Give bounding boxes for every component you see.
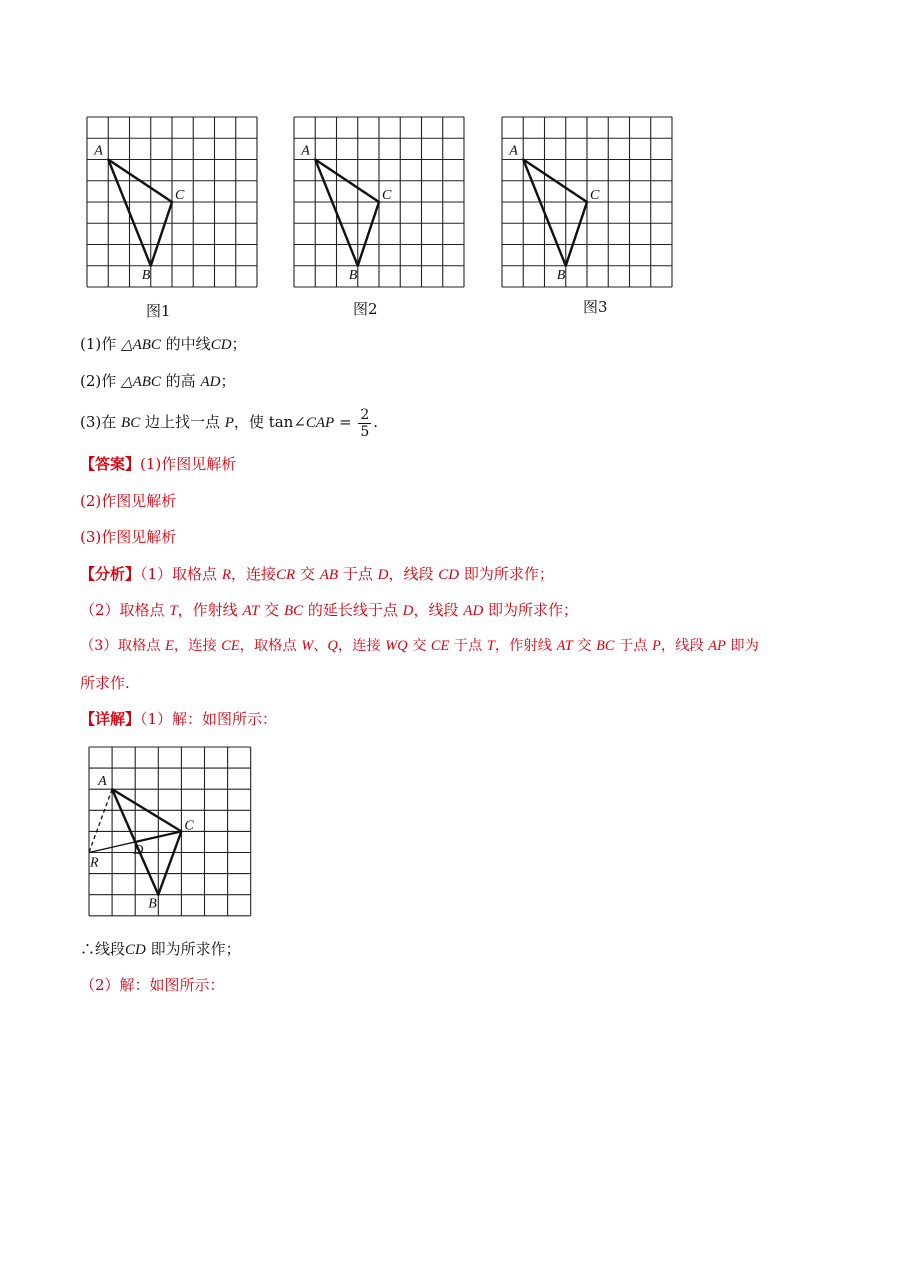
analysis-line-2: （2）取格点 T，作射线 AT 交 BC 的延长线于点 D，线段 AD 即为所求作；	[80, 601, 579, 619]
solution-figure	[88, 746, 252, 918]
answer-tag: 【答案】	[80, 455, 141, 473]
point-label-a: A	[94, 143, 103, 159]
figure-2-caption: 图2	[353, 300, 378, 318]
analysis-line-1: 【分析】（1）取格点 R，连接CR 交 AB 于点 D，线段 CD 即为所求作；	[80, 565, 554, 583]
analysis-line-4: 所求作.	[80, 674, 130, 692]
point-label-c: C	[382, 188, 392, 203]
point-label-r: R	[90, 855, 99, 871]
point-label-b: B	[348, 267, 358, 283]
detail-line-2: （2）解：如图所示：	[80, 976, 225, 994]
triangle-abc	[523, 160, 587, 266]
point-label-b: B	[556, 267, 566, 283]
triangle-abc	[315, 160, 379, 266]
point-label-a: A	[509, 143, 518, 159]
triangle-abc	[112, 789, 181, 895]
point-label-c: C	[590, 188, 600, 203]
point-label-d: D	[133, 842, 144, 858]
point-label-a: A	[98, 774, 107, 790]
point-label-c: C	[175, 188, 185, 203]
figure-3-caption: 图3	[583, 298, 608, 316]
dashed-line-ar	[89, 789, 112, 852]
detail-tag: 【详解】	[80, 710, 141, 728]
detail-line-1: 【详解】（1）解：如图所示：	[80, 710, 278, 728]
figure-1	[86, 116, 258, 288]
point-label-b: B	[148, 896, 157, 912]
answer-1: 【答案】(1)作图见解析	[80, 455, 237, 473]
figure-2	[293, 116, 465, 288]
analysis-line-3: （3）取格点 E，连接 CE，取格点 W、Q，连接 WQ 交 CE 于点 T，作射线 AT 交 BC 于点 P，线段 AP 即为	[80, 638, 759, 654]
point-label-a: A	[301, 143, 310, 159]
question-3: (3)在 BC 边上找一点 P，使 tan∠CAP = $\frac{2}{5}$ .	[80, 406, 379, 440]
triangle-abc	[108, 160, 172, 266]
question-2: (2)作 △ABC 的高 AD；	[80, 372, 236, 390]
question-1: (1)作 △ABC 的中线CD；	[80, 335, 247, 353]
fraction-two-fifths: $\frac{2}{5}$	[360, 406, 370, 440]
answer-3: (3)作图见解析	[80, 528, 177, 546]
figure-3	[501, 116, 673, 288]
point-label-b: B	[141, 267, 151, 283]
detail-therefore: ∴线段CD 即为所求作；	[80, 940, 241, 958]
figure-1-caption: 图1	[146, 302, 171, 320]
analysis-tag: 【分析】	[80, 565, 141, 583]
answer-2: (2)作图见解析	[80, 492, 177, 510]
point-label-c: C	[184, 818, 194, 834]
